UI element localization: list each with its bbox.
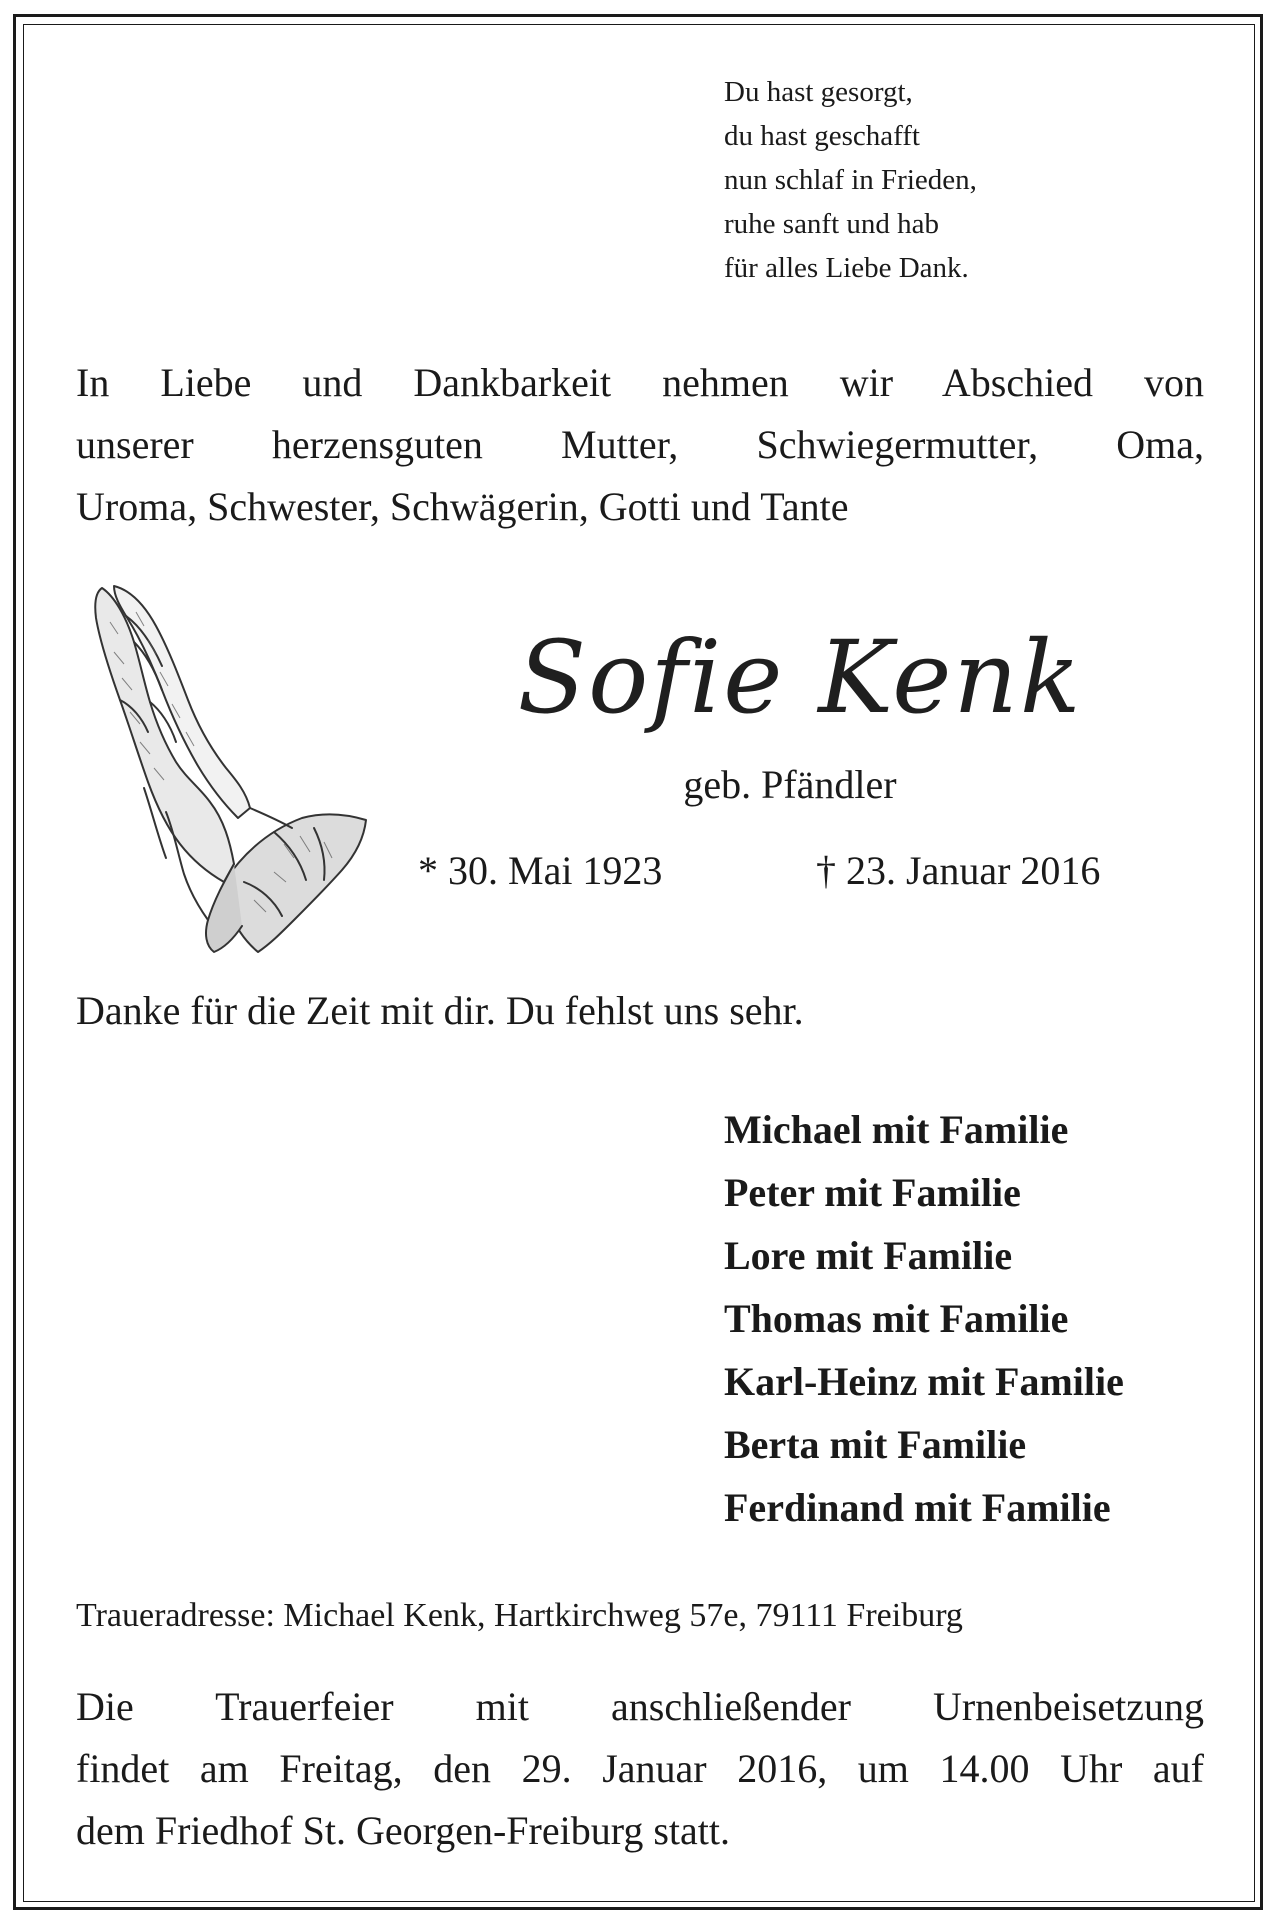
poem-line: du hast geschafft [724,120,920,152]
maiden-name: geb. Pfändler [683,762,897,807]
poem-line: für alles Liebe Dank. [724,252,969,284]
mourning-address: Traueradresse: Michael Kenk, Hartkirchweg 57e, 79111 Freiburg [76,1597,963,1634]
birth-date: * 30. Mai 1923 [418,848,663,893]
closing-thanks: Danke für die Zeit mit dir. Du fehlst uns sehr. [76,988,804,1033]
praying-hands-icon [74,582,370,954]
deceased-name: Sofie Kenk [517,619,1083,736]
death-date: † 23. Januar 2016 [816,848,1101,893]
intro-paragraph [76,352,1204,538]
funeral-line: dem Friedhof St. Georgen-Freiburg statt. [76,1808,730,1853]
poem-line: nun schlaf in Frieden, [724,164,977,196]
intro-line: Uroma, Schwester, Schwägerin, Gotti und Tante [76,484,849,529]
mourner-item: Thomas mit Familie [724,1296,1069,1341]
mourner-item: Michael mit Familie [724,1107,1069,1152]
poem-line: Du hast gesorgt, [724,76,913,108]
intro-line: In Liebe und Dankbarkeit nehmen wir Abschied von [76,360,1204,405]
mourner-item: Ferdinand mit Familie [724,1485,1111,1530]
intro-line: unserer herzensguten Mutter, Schwiegermutter, Oma, [76,422,1204,467]
poem-line: ruhe sanft und hab [724,208,940,240]
funeral-line: findet am Freitag, den 29. Januar 2016, um 14.00 Uhr auf [76,1746,1204,1791]
poem [724,70,977,290]
mourner-item: Karl-Heinz mit Familie [724,1359,1124,1404]
funeral-line: Die Trauerfeier mit anschließender Urnenbeisetzung [76,1684,1204,1729]
mourner-item: Peter mit Familie [724,1170,1021,1215]
funeral-notice [76,1676,1204,1862]
mourner-item: Lore mit Familie [724,1233,1013,1278]
mourners-list [724,1098,1124,1539]
mourner-item: Berta mit Familie [724,1422,1027,1467]
